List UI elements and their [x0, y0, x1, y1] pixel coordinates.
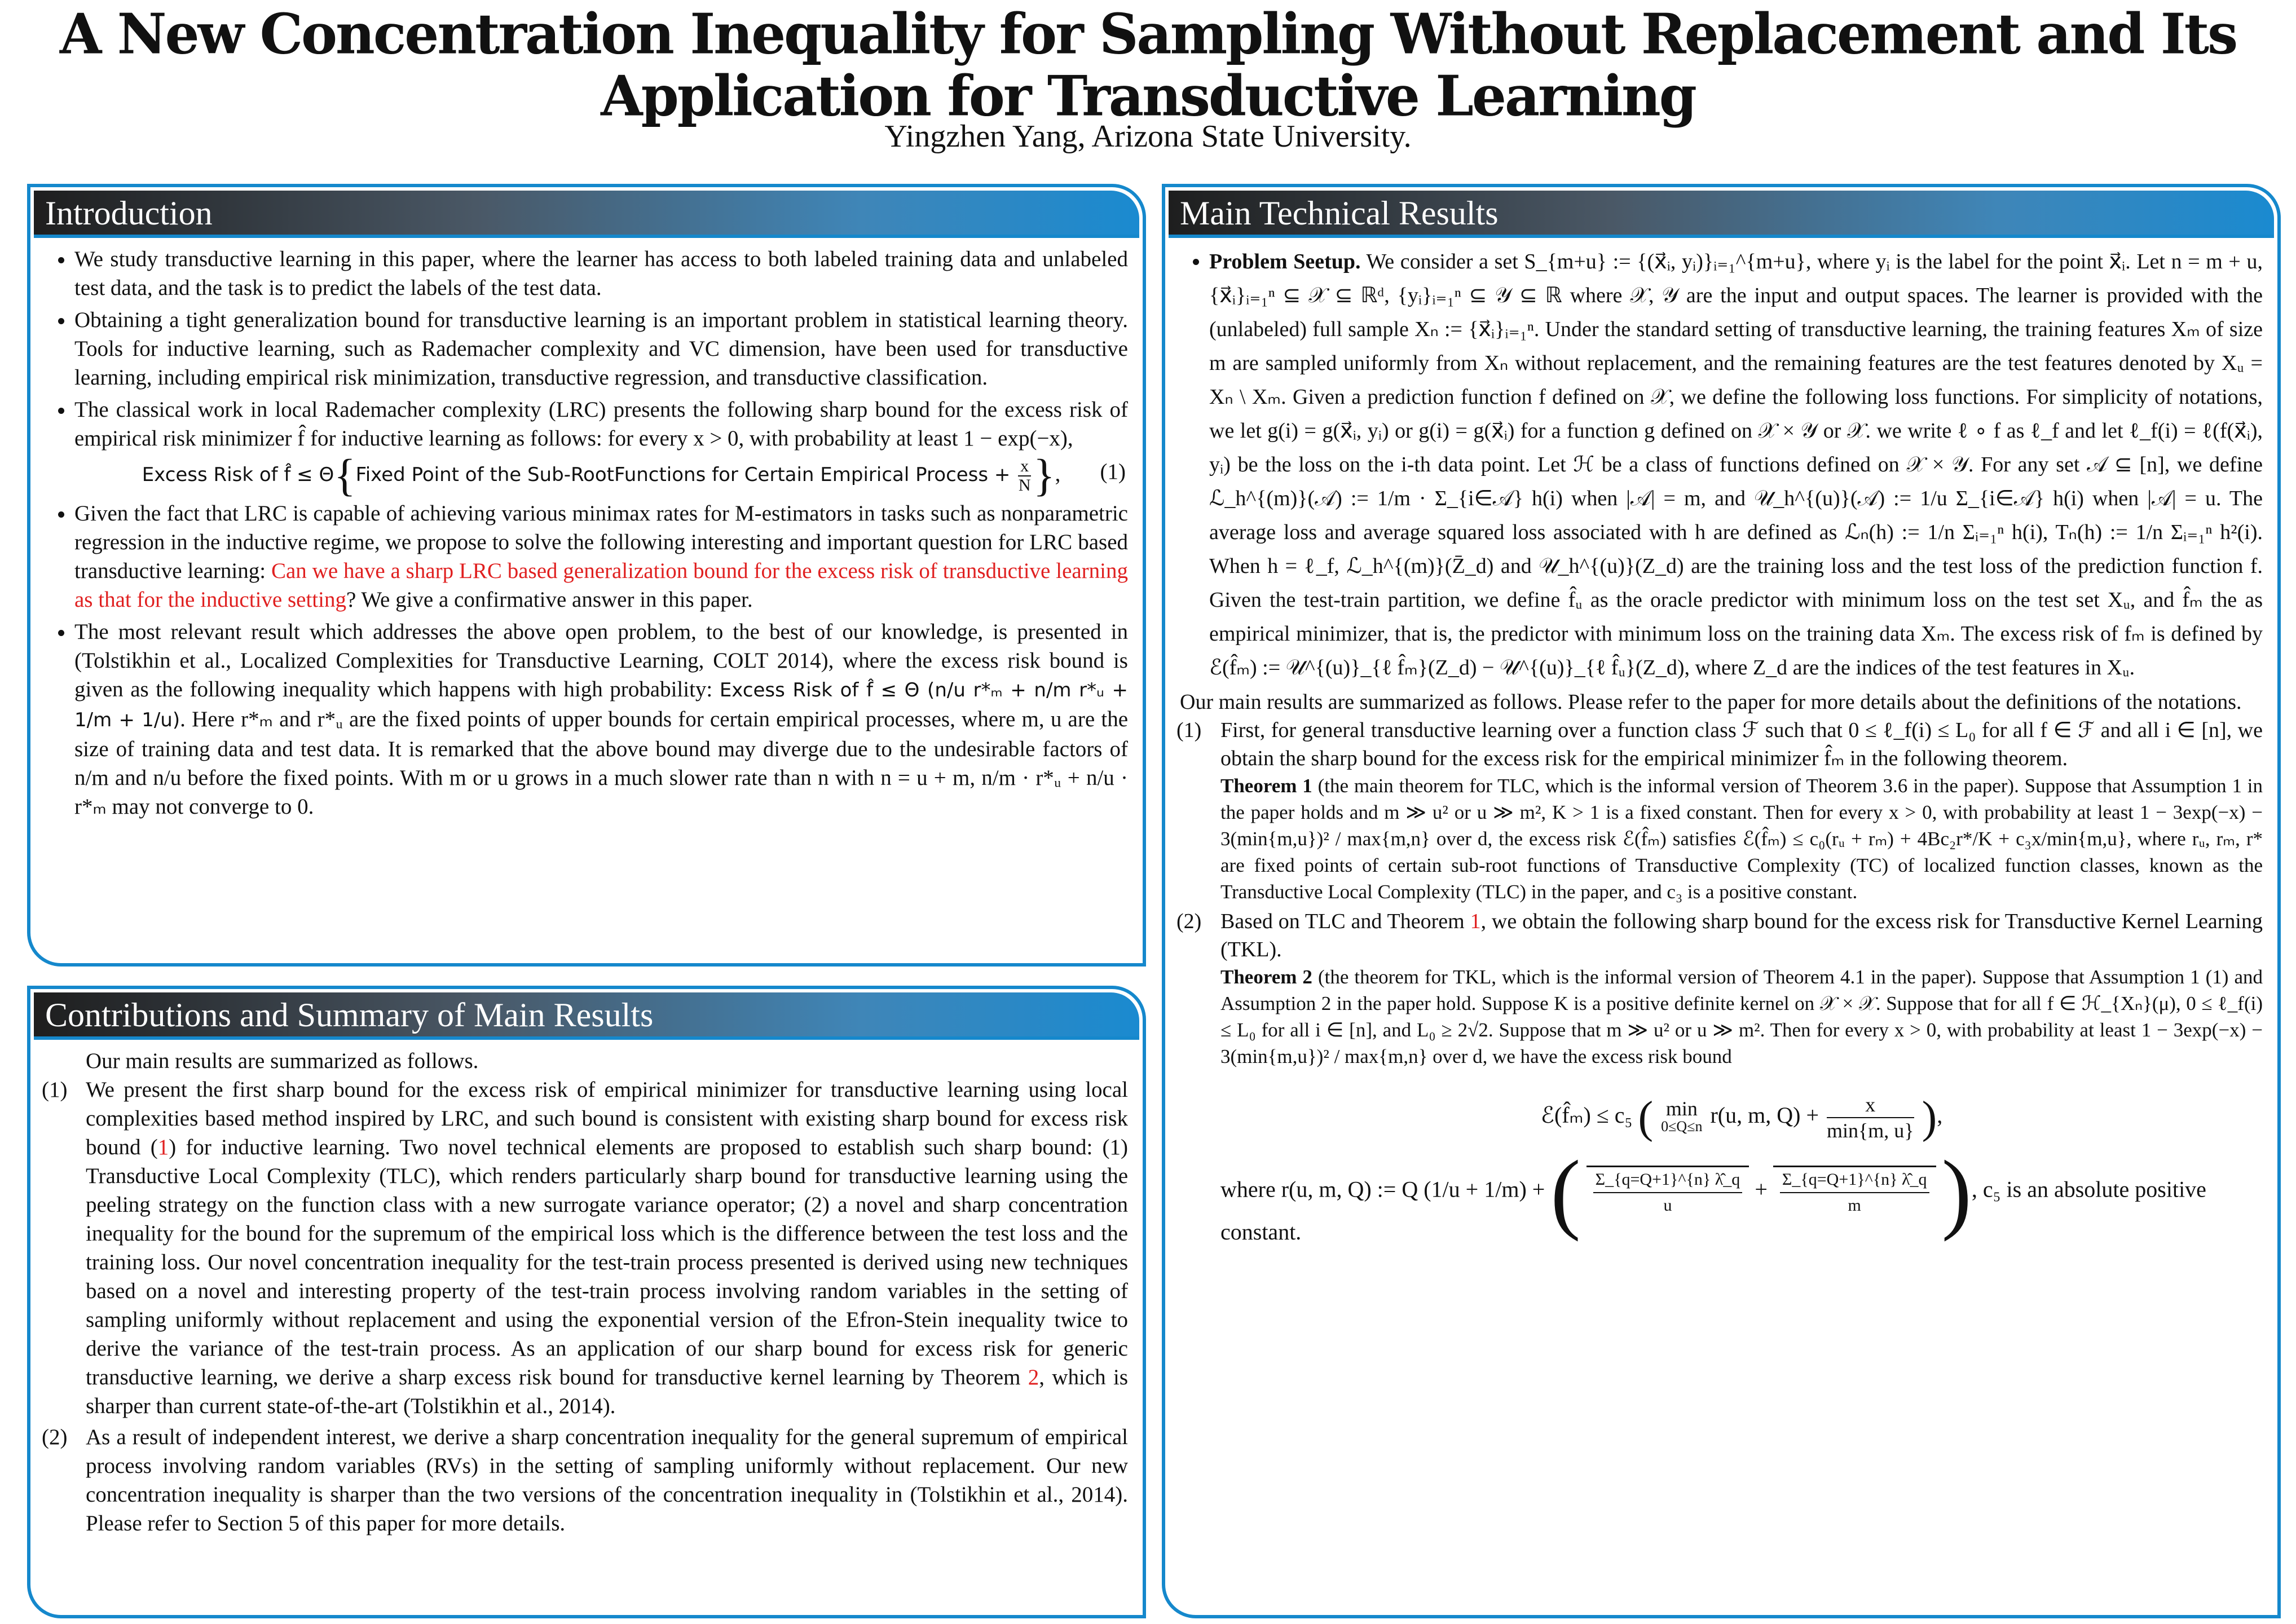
ref-link-theorem1[interactable]: 1: [1470, 910, 1481, 933]
item-number: (1): [42, 1078, 68, 1102]
item-number: (2): [1176, 910, 1202, 933]
equation-2: ℰ(f̂ₘ) ≤ c₅ ( min 0≤Q≤n r(u, m, Q) + $\frac{x}{\min\{m, u\}}$ ),: [1540, 1093, 1943, 1142]
i1-text-a: We present the first sharp bound for the excess risk of empirical minimizer for transductive learning using local complexities based method inspired by LRC, and such bound is consistent with existing sharp bound for excess risk bound (: [86, 1078, 1128, 1159]
eq2-fraction: [1827, 1092, 1914, 1143]
r2-text-b: , we obtain the following sharp bound for the excess risk for Transductive Kernel Learning (TKL).: [1220, 910, 2263, 961]
eq2-left: ℰ(f̂ₘ) ≤ c₅: [1540, 1102, 1633, 1128]
title-line-1: A New Concentration Inequality for Sampling Without Replacement and Its: [59, 1, 2237, 67]
eq2-num: x: [1827, 1092, 1914, 1118]
intro-bullet-4: [74, 499, 1128, 614]
paren-close: ): [1922, 1093, 1937, 1142]
b4-tail: ? We give a confirmative answer in this paper.: [346, 588, 753, 612]
eq1-fraction: [1018, 457, 1031, 495]
intro-heading: Introduction: [34, 191, 1139, 238]
theorem-1: [1220, 773, 2263, 905]
i1-text-c: , which is sharper than current state-of-the-art (Tolstikhin et al., 2014).: [86, 1365, 1128, 1418]
t2-body: Suppose that Assumption 1 (1) and Assumption 2 in the paper hold. Suppose K is a positive definite kernel on 𝒳 × 𝒳. Suppose that for all f ∈ ℋ_{Xₙ}(μ), 0 ≤ ℓ_f(i) ≤ L₀ for all i ∈ [n], and L₀ ≥ 2√2. Suppose that m ≫ u² or u ≫ m². Then for every x > 0, with probability at least 1 − 3exp(−x) − 3(min{m,u})² / max{m,n} over d, we have the excess risk bound: [1220, 966, 2263, 1067]
b5-equation: Excess Risk of f̂ ≤ Θ (n/u r*ₘ + n/m r*ᵤ + 1/m + 1/u): [74, 679, 1128, 731]
intro-bullet-1: • We study transductive learning in this paper, where the learner has access to both labeled training data and unlabeled test data, and the task is to predict the labels of the test data.: [74, 245, 1128, 302]
den-2: m: [1848, 1196, 1861, 1215]
setup-text: We consider a set S_{m+u} := {(x⃗ᵢ, yᵢ)}ᵢ₌₁^{m+u}, where yᵢ is the label for the point x⃗ᵢ. Let n = m + u, {x⃗ᵢ}ᵢ₌₁ⁿ ⊆ 𝒳 ⊆ ℝᵈ, {yᵢ}ᵢ₌₁ⁿ ⊆ 𝒴 ⊆ ℝ where 𝒳, 𝒴 are the input and output spaces. The learner is provided with the (unlabeled) full sample Xₙ := {x⃗ᵢ}ᵢ₌₁ⁿ. Under the standard setting of transductive learning, the training features Xₘ of size m are sampled uniformly from Xₙ without replacement, and the remaining features are the test features denoted by Xᵤ = Xₙ \ Xₘ. Given a prediction function f defined on 𝒳, we define the following loss functions. For simplicity of notations, we let g(i) = g(x⃗ᵢ, yᵢ) or g(i) = g(x⃗ᵢ) for a function g defined on 𝒳 × 𝒴 or 𝒳. we write ℓ ∘ f as ℓ_f and let ℓ_f(i) = ℓ(f(x⃗ᵢ), yᵢ) be the loss on the i-th data point. Let ℋ be a class of functions defined on 𝒳 × 𝒴. For any set 𝒜 ⊆ [n], we define ℒ_h^{(m)}(𝒜) := 1/m · Σ_{i∈𝒜} h(i) when |𝒜| = m, and 𝒰_h^{(u)}(𝒜) := 1/u Σ_{i∈𝒜} h(i) when |𝒜| = u. The average loss and average squared loss associated with h are defined as ℒₙ(h) := 1/n Σᵢ₌₁ⁿ h(i), Tₙ(h) := 1/n Σᵢ₌₁ⁿ h²(i). When h = ℓ_f, ℒ_h^{(m)}(Z̄_d) and 𝒰_h^{(u)}(Z_d) are the training loss and the test loss of the prediction function f. Given the test-train partition, we define f̂ᵤ as the oracle predictor with minimum loss on the test set Xᵤ, and f̂ₘ the as empirical minimizer, that is, the predictor with minimum loss on the training data Xₘ. The excess risk of fₘ is defined by ℰ(f̂ₘ) := 𝒰^{(u)}_{ℓ f̂ₘ}(Z_d) − 𝒰^{(u)}_{ℓ f̂ᵤ}(Z_d), where Z_d are the indices of the test features in Xᵤ.: [1209, 250, 2263, 679]
contributions-heading: Contributions and Summary of Main Results: [34, 992, 1139, 1040]
intro-bullet-5: [74, 617, 1128, 821]
eq3-tail: , c₅ is an absolute positive constant.: [1220, 1176, 2206, 1245]
contrib-lead: Our main results are summarized as follows.: [86, 1049, 479, 1073]
i1-text-b: ) for inductive learning. Two novel technical elements are proposed to establish such sharp bound: (1) Transductive Local Complexity (TLC), which renders particularly sharp bound for transductive learning using the peeling strategy on the function class with a new surrogate variance operator; (2) a novel and sharp concentration inequality for the bound for the supremum of the empirical loss which is the difference between the test loss and the training loss. Our novel concentration inequality for the test-train process presented is derived using new techniques based on a novel and interesting property of the test-train process involving random variables in the setting of sampling uniformly without replacement and using the exponential version of the Efron-Stein inequality twice to derive the variance of the test-train process. As an application of our sharp bound for excess risk for generic transductive learning, we derive a sharp excess risk bound for transductive kernel learning by Theorem: [86, 1135, 1128, 1389]
den-1: u: [1663, 1196, 1672, 1215]
equation-3: where r(u, m, Q) := Q (1/u + 1/m) + ( $\frac{\Sigma\_\{q=Q+1\}\^{}\{n\} \lambdâ\_q}{u}$ + $\frac{\Sigma\_\{q=Q+1\}\^{}\{n\} \lambdâ\_q}{m}$ ), c₅ is an absolute positive constant.: [1220, 1141, 2206, 1245]
sqrt-1: [1587, 1166, 1749, 1218]
eq1-den: N: [1018, 476, 1031, 495]
eq2-min: [1661, 1097, 1703, 1136]
sum-1: Σ_{q=Q+1}^{n} λ̂_q: [1593, 1167, 1743, 1193]
brace-close: }: [1033, 451, 1055, 501]
intro-body: [30, 238, 1143, 830]
theorem-2: [1220, 964, 2263, 1070]
intro-bullet-3: [74, 395, 1128, 501]
sqrt-1-frac: [1593, 1167, 1743, 1218]
main-results-body: [1165, 238, 2277, 1274]
brace-open: {: [334, 451, 356, 501]
eq3-left: where r(u, m, Q) := Q (1/u + 1/m) +: [1220, 1176, 1545, 1202]
sqrt-2: [1773, 1166, 1936, 1218]
paren-open: (: [1638, 1093, 1654, 1142]
t1-title: (the main theorem for TLC, which is the informal version of Theorem 3.6 in the paper).: [1317, 775, 2019, 797]
eq1-left: Excess Risk of f̂ ≤ Θ: [142, 463, 334, 486]
min-sub: 0≤Q≤n: [1661, 1118, 1703, 1135]
t1-body: Suppose that Assumption 1 in the paper holds and m ≫ u² or u ≫ m², K > 1 is a fixed constant. Then for every x > 0, with probability at least 1 − 3exp(−x) − 3(min{m,u})² / max{m,n} over d, the excess risk ℰ(f̂ₘ) satisfies ℰ(f̂ₘ) ≤ c₀(rᵤ + rₘ) + 4Bc₂r*/K + c₃x/min{m,u}, where rᵤ, rₘ, r* are fixed points of certain sub-root functions of Transductive Complexity (TC) of localized function classes, known as the Transductive Local Complexity (TLC) in the paper, and c₃ is a positive constant.: [1220, 775, 2263, 903]
author-line: Yingzhen Yang, Arizona State University.: [884, 119, 1412, 154]
intro-section: [27, 184, 1146, 967]
b5-tail: . Here r*ₘ and r*ᵤ are the fixed points of upper bounds for certain empirical processes, where m, u are the size of training data and test data. It is remarked that the above bound may diverge due to the undesirable factors of n/m and n/u before the fixed points. With m or u grows in a much slower rate than n with n = u + m, n/m · r*ᵤ + n/u · r*ₘ may not converge to 0.: [74, 707, 1128, 819]
main-results-heading: Main Technical Results: [1169, 191, 2274, 238]
r1-text: First, for general transductive learning over a function class ℱ such that 0 ≤ ℓ_f(i) ≤ L₀ for all f ∈ ℱ and all i ∈ [n], we obtain the sharp bound for the excess risk for the empirical minimizer f̂ₘ in the following theorem.: [1220, 718, 2263, 770]
i2-text: As a result of independent interest, we derive a sharp concentration inequality for the general supremum of empirical process involving random variables (RVs) in the setting of sampling uniformly without replacement. Our new concentration inequality is sharper than the two versions of the concentration inequality in (Tolstikhin et al., 2014). Please refer to Section 5 of this paper for more details.: [86, 1425, 1128, 1535]
eq1-mid: Fixed Point of the Sub-RootFunctions for Certain Empirical Process +: [355, 463, 1011, 486]
title-line-2: Application for Transductive Learning: [601, 63, 1695, 129]
t1-label: Theorem 1: [1220, 775, 1312, 797]
item-number: (2): [42, 1425, 68, 1449]
main-results-section: [1162, 184, 2281, 1618]
intro-bullet-2: • Obtaining a tight generalization bound for transductive learning is an important problem in statistical learning theory. Tools for inductive learning, such as Rademacher complexity and VC dimension, have been used for transductive learning, including empirical risk minimization, transductive regression, and transductive classification.: [74, 306, 1128, 392]
poster-title: [0, 3, 2296, 127]
paren-open: (: [1550, 1141, 1581, 1242]
research-question: Can we have a sharp LRC based generalization bound for the excess risk of transductive learning as that for the inductive setting: [74, 559, 1129, 612]
contributions-body: [30, 1040, 1143, 1546]
summary-text: Our main results are summarized as follows. Please refer to the paper for more details about the definitions of the notations.: [1180, 690, 2242, 714]
setup-label: Problem Seetup.: [1209, 250, 1361, 273]
contributions-section: [27, 986, 1146, 1618]
paren-close: ): [1941, 1141, 1972, 1242]
t2-title: (the theorem for TKL, which is the informal version of Theorem 4.1 in the paper).: [1317, 966, 1977, 988]
eq2-den: min{m, u}: [1827, 1119, 1914, 1142]
sqrt-2-frac: [1780, 1167, 1929, 1218]
b5-text: The most relevant result which addresses the above open problem, to the best of our knowledge, is presented in (Tolstikhin et al., Localized Complexities for Transductive Learning, COLT 2014), where the excess risk bound is given as the following inequality which happens with high probability:: [74, 620, 1128, 701]
contrib-item-1: [42, 1075, 1128, 1420]
eq2-r: r(u, m, Q) +: [1710, 1102, 1819, 1128]
eq1-tag: (1): [1100, 460, 1126, 484]
item-number: (1): [1176, 718, 1202, 742]
equation-1: Excess Risk of f̂ ≤ Θ{Fixed Point of the Sub-RootFunctions for Certain Empirical Process + $\frac{x}{N}$ }, (1): [142, 451, 1126, 501]
t2-label: Theorem 2: [1220, 966, 1312, 988]
contrib-item-2: [42, 1423, 1128, 1538]
min-label: min: [1665, 1097, 1698, 1120]
result-1: [1176, 716, 2263, 905]
sum-2: Σ_{q=Q+1}^{n} λ̂_q: [1780, 1167, 1929, 1193]
result-2: [1176, 907, 2263, 1246]
problem-setup: [1209, 245, 2263, 685]
eq1-num: x: [1018, 457, 1031, 476]
ref-link-theorem2[interactable]: 2: [1028, 1365, 1039, 1389]
r2-text-a: Based on TLC and Theorem: [1220, 910, 1470, 933]
intro-bullet-3-text: The classical work in local Rademacher complexity (LRC) presents the following sharp bound for the excess risk of empirical risk minimizer f̂ for inductive learning as follows: for every x > 0, with probability at least 1 − exp(−x),: [74, 398, 1128, 451]
b4-text: Given the fact that LRC is capable of achieving various minimax rates for M-estimators in tasks such as nonparametric regression in the inductive regime, we propose to solve the following interesting and important question for LRC based transductive learning:: [74, 501, 1128, 583]
ref-link-eq1[interactable]: 1: [157, 1135, 169, 1159]
